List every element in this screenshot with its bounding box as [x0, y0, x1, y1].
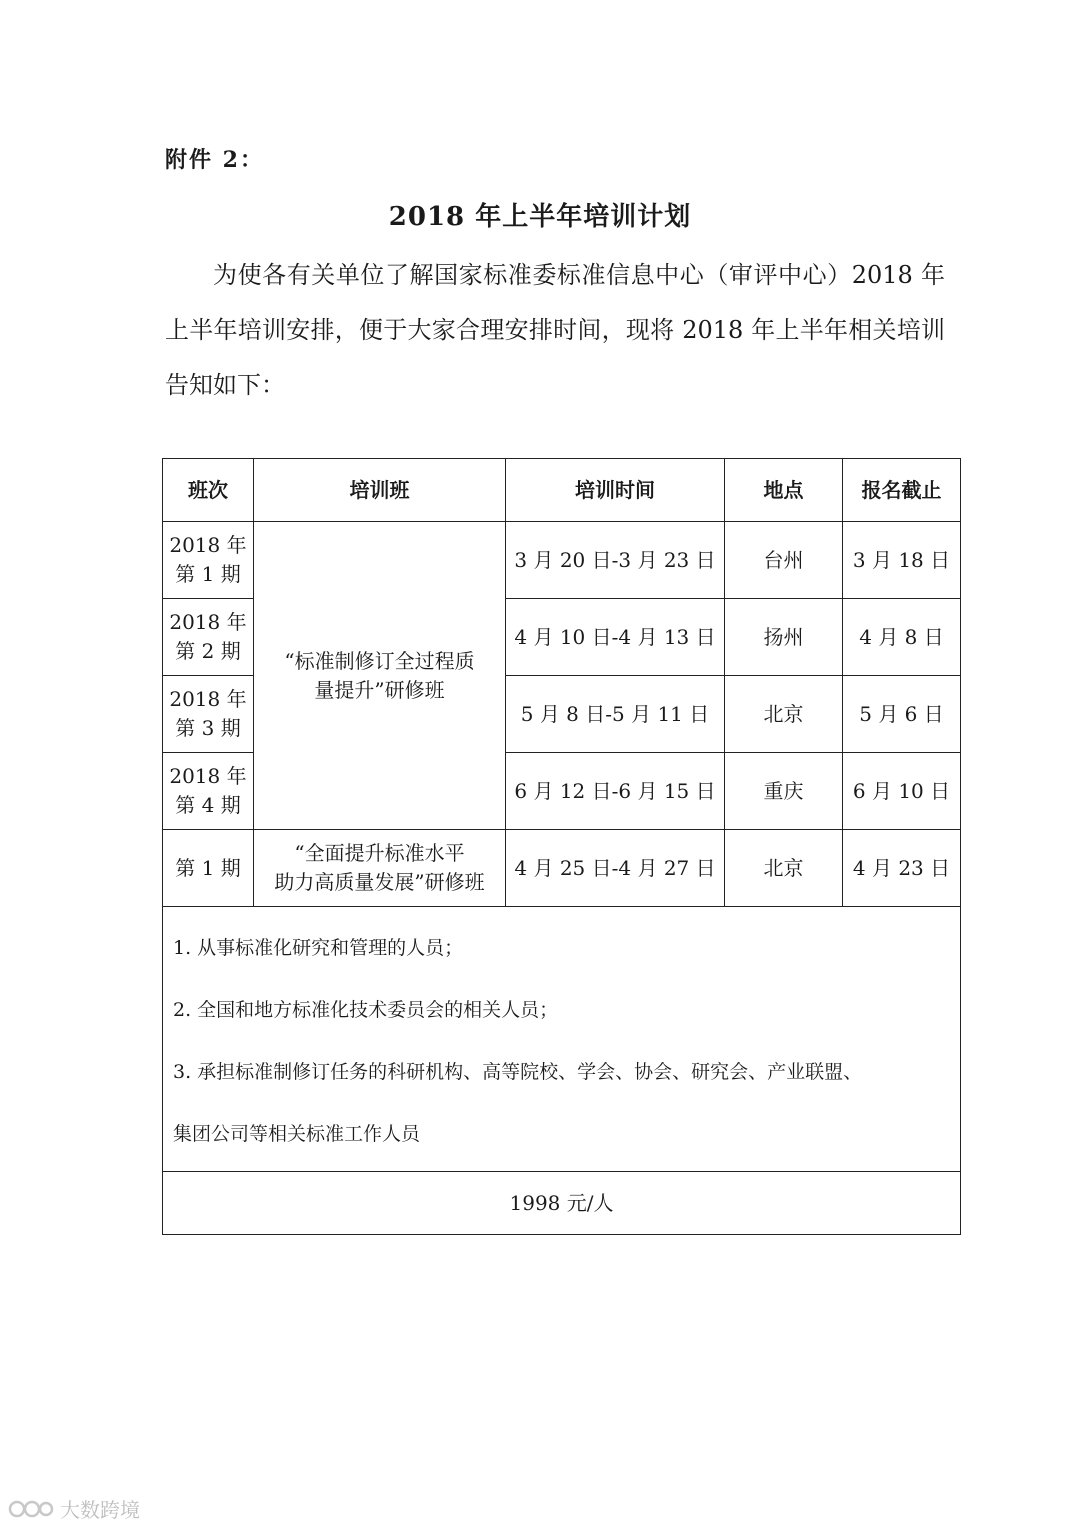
header-place: 地点	[725, 459, 843, 522]
place-cell: 北京	[725, 676, 843, 753]
session-year: 2018 年	[169, 533, 247, 557]
session-number: 第 3 期	[175, 716, 241, 740]
session-cell	[163, 676, 254, 753]
deadline-cell: 4 月 8 日	[843, 599, 961, 676]
session-number: 第 4 期	[175, 793, 241, 817]
session-cell	[163, 599, 254, 676]
deadline-cell: 3 月 18 日	[843, 522, 961, 599]
watermark-text: 大数跨境	[60, 1498, 140, 1522]
time-cell: 4 月 25 日-4 月 27 日	[506, 830, 725, 907]
audience-row	[163, 907, 961, 1172]
course-name-line2: 助力高质量发展”研修班	[274, 870, 485, 894]
session-cell	[163, 522, 254, 599]
header-session: 班次	[163, 459, 254, 522]
course-cell	[254, 522, 506, 830]
time-cell: 6 月 12 日-6 月 15 日	[506, 753, 725, 830]
training-plan-table	[162, 458, 961, 1235]
intro-paragraph: 为使各有关单位了解国家标准委标准信息中心（审评中心）2018 年上半年培训安排，便于大家合理安排时间，现将 2018 年上半年相关培训告知如下：	[165, 261, 945, 399]
time-cell: 4 月 10 日-4 月 13 日	[506, 599, 725, 676]
table-row	[163, 522, 961, 599]
audience-item: 集团公司等相关标准工作人员	[173, 1123, 421, 1145]
deadline-cell: 4 月 23 日	[843, 830, 961, 907]
time-cell: 3 月 20 日-3 月 23 日	[506, 522, 725, 599]
fee-row	[163, 1172, 961, 1235]
course-name: “标准制修订全过程质量提升”研修班	[284, 648, 475, 702]
place-cell: 台州	[725, 522, 843, 599]
audience-item: 2. 全国和地方标准化技术委员会的相关人员；	[173, 999, 559, 1021]
audience-cell	[163, 907, 961, 1172]
watermark	[8, 1494, 140, 1523]
place-cell: 重庆	[725, 753, 843, 830]
fee-cell: 1998 元/人	[163, 1172, 961, 1235]
audience-item: 3. 承担标准制修订任务的科研机构、高等院校、学会、协会、研究会、产业联盟、	[173, 1061, 863, 1083]
place-cell: 扬州	[725, 599, 843, 676]
header-course: 培训班	[254, 459, 506, 522]
attachment-label: 附件 2：	[165, 147, 264, 173]
session-year: 2018 年	[169, 687, 247, 711]
deadline-cell: 5 月 6 日	[843, 676, 961, 753]
place-cell: 北京	[725, 830, 843, 907]
time-cell: 5 月 8 日-5 月 11 日	[506, 676, 725, 753]
audience-item: 1. 从事标准化研究和管理的人员；	[173, 937, 464, 959]
session-number: 第 1 期	[175, 562, 241, 586]
header-deadline: 报名截止	[843, 459, 961, 522]
session-cell	[163, 753, 254, 830]
course-name-line1: “全面提升标准水平	[294, 841, 465, 865]
table-row	[163, 830, 961, 907]
session-year: 2018 年	[169, 610, 247, 634]
deadline-cell: 6 月 10 日	[843, 753, 961, 830]
course-cell	[254, 830, 506, 907]
header-time: 培训时间	[506, 459, 725, 522]
page-title: 2018 年上半年培训计划	[388, 202, 692, 232]
session-number: 第 2 期	[175, 639, 241, 663]
session-cell: 第 1 期	[163, 830, 254, 907]
logo-icon	[8, 1498, 54, 1520]
table-header-row	[163, 459, 961, 522]
session-year: 2018 年	[169, 764, 247, 788]
